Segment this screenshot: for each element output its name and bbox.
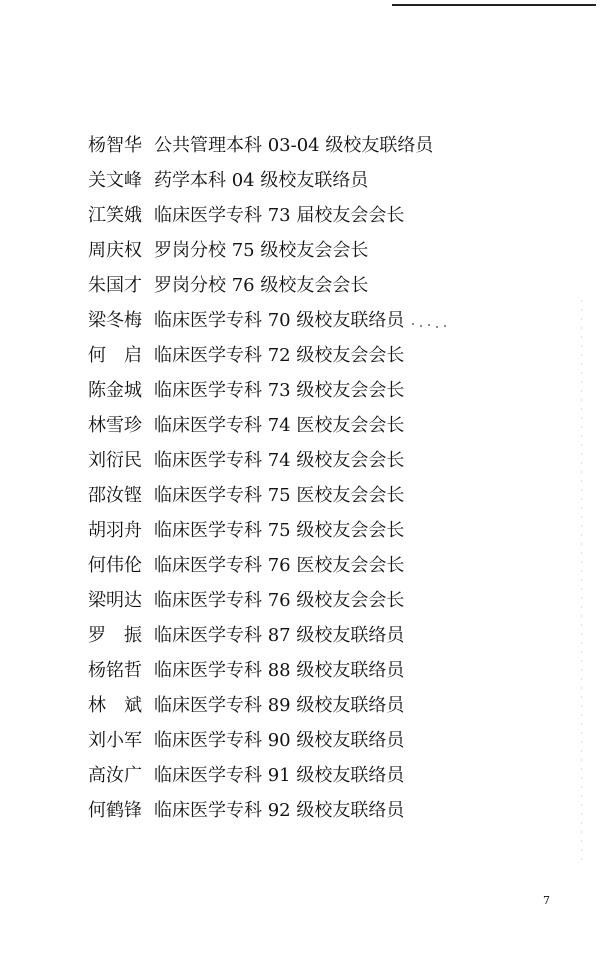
list-item — [88, 723, 508, 758]
list-item — [88, 513, 508, 548]
person-name: 朱国才 — [88, 275, 142, 296]
role-description: 临床医学专科 88 级校友联络员 — [154, 660, 405, 681]
list-item — [88, 478, 508, 513]
person-name: 周庆权 — [88, 240, 142, 261]
person-name: 梁冬梅 — [88, 310, 142, 331]
list-item — [88, 163, 508, 198]
list-item — [88, 793, 508, 828]
scan-speck — [436, 326, 438, 328]
person-name: 何鹤锋 — [88, 800, 142, 821]
person-name: 何 启 — [88, 345, 142, 366]
person-name: 杨智华 — [88, 135, 142, 156]
list-item — [88, 268, 508, 303]
person-name: 罗 振 — [88, 625, 142, 646]
list-item — [88, 443, 508, 478]
list-item — [88, 198, 508, 233]
role-description: 药学本科 04 级校友联络员 — [154, 170, 369, 191]
list-item — [88, 408, 508, 443]
list-item — [88, 303, 508, 338]
list-item — [88, 233, 508, 268]
role-description: 临床医学专科 89 级校友联络员 — [154, 695, 405, 716]
scan-speck — [412, 323, 414, 325]
person-name: 梁明达 — [88, 590, 142, 611]
scan-speck — [428, 324, 430, 326]
person-name: 胡羽舟 — [88, 520, 142, 541]
alumni-list — [88, 128, 508, 828]
role-description: 临床医学专科 76 级校友会会长 — [154, 590, 405, 611]
scan-speck — [420, 325, 422, 327]
role-description: 临床医学专科 70 级校友联络员 — [154, 310, 405, 331]
list-item — [88, 373, 508, 408]
person-name: 关文峰 — [88, 170, 142, 191]
role-description: 临床医学专科 74 医校友会会长 — [154, 415, 405, 436]
scan-edge-shadow — [581, 300, 582, 860]
role-description: 临床医学专科 73 级校友会会长 — [154, 380, 405, 401]
top-border-line — [392, 4, 596, 6]
person-name: 刘小军 — [88, 730, 142, 751]
list-item — [88, 618, 508, 653]
role-description: 临床医学专科 76 医校友会会长 — [154, 555, 405, 576]
scan-speck — [444, 325, 446, 327]
role-description: 罗岗分校 75 级校友会会长 — [154, 240, 369, 261]
list-item — [88, 128, 508, 163]
list-item — [88, 653, 508, 688]
role-description: 临床医学专科 87 级校友联络员 — [154, 625, 405, 646]
list-item — [88, 688, 508, 723]
list-item — [88, 758, 508, 793]
role-description: 临床医学专科 90 级校友联络员 — [154, 730, 405, 751]
role-description: 临床医学专科 75 级校友会会长 — [154, 520, 405, 541]
role-description: 公共管理本科 03-04 级校友联络员 — [154, 135, 434, 156]
list-item — [88, 338, 508, 373]
person-name: 林雪珍 — [88, 415, 142, 436]
person-name: 邵汝铿 — [88, 485, 142, 506]
role-description: 临床医学专科 74 级校友会会长 — [154, 450, 405, 471]
role-description: 临床医学专科 73 届校友会会长 — [154, 205, 405, 226]
list-item — [88, 583, 508, 618]
role-description: 临床医学专科 91 级校友联络员 — [154, 765, 405, 786]
person-name: 陈金城 — [88, 380, 142, 401]
person-name: 刘衍民 — [88, 450, 142, 471]
person-name: 杨铭哲 — [88, 660, 142, 681]
person-name: 何伟伦 — [88, 555, 142, 576]
page-number: 7 — [543, 894, 550, 907]
person-name: 林 斌 — [88, 695, 142, 716]
role-description: 罗岗分校 76 级校友会会长 — [154, 275, 369, 296]
role-description: 临床医学专科 72 级校友会会长 — [154, 345, 405, 366]
role-description: 临床医学专科 92 级校友联络员 — [154, 800, 405, 821]
list-item — [88, 548, 508, 583]
person-name: 江笑娥 — [88, 205, 142, 226]
role-description: 临床医学专科 75 医校友会会长 — [154, 485, 405, 506]
person-name: 高汝广 — [88, 765, 142, 786]
